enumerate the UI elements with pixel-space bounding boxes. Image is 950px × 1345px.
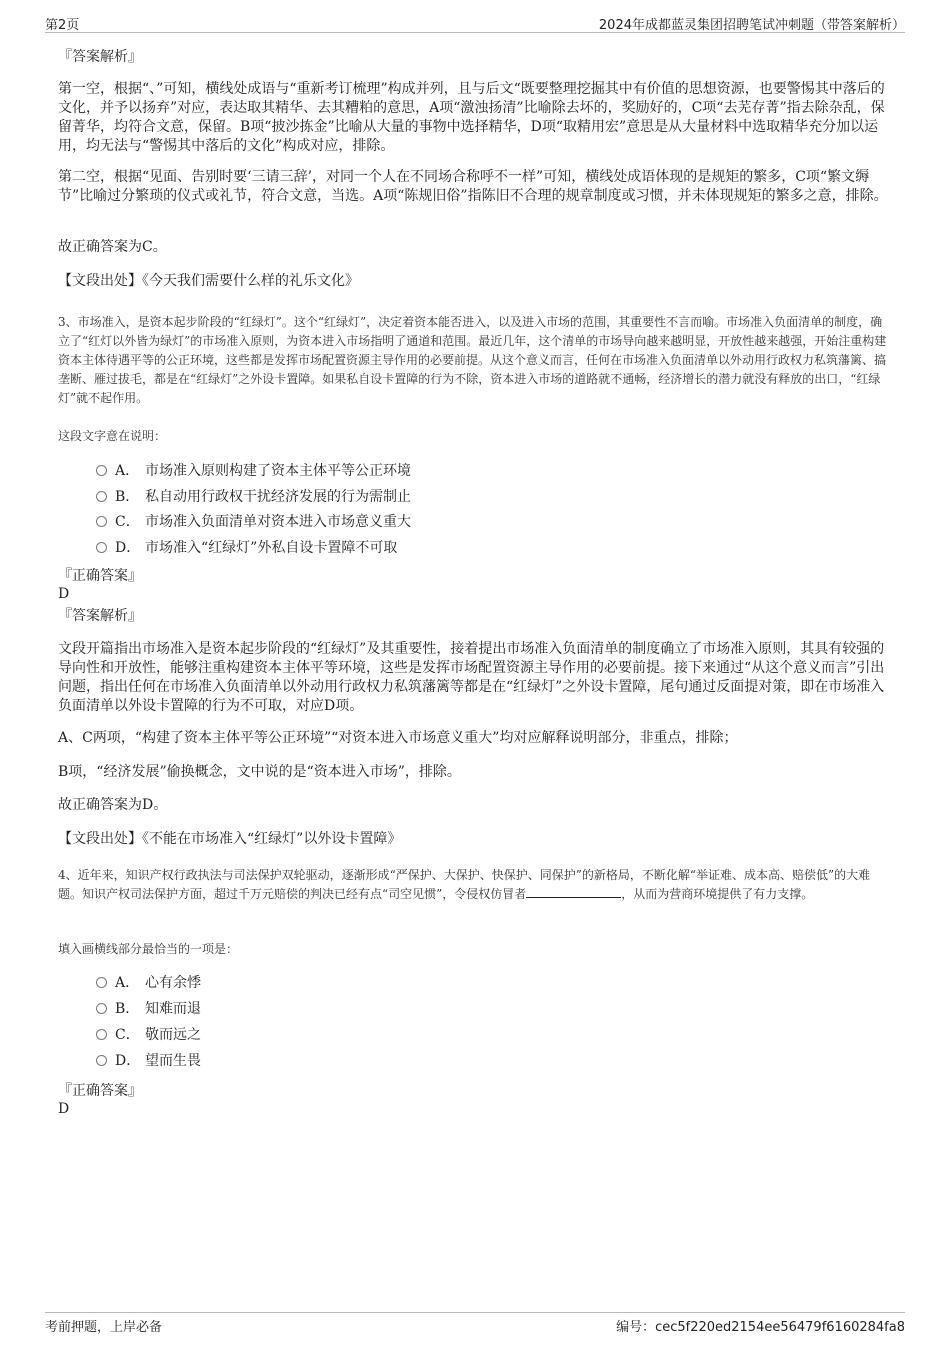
q3-analysis-para3: B项，“经济发展”偷换概念，文中说的是“资本进入市场”，排除。 [58,764,461,780]
radio-icon[interactable] [96,1029,107,1040]
radio-icon[interactable] [96,977,107,988]
radio-icon[interactable] [96,465,107,476]
q3-option-a[interactable]: A． 市场准入原则构建了资本主体平等公正环境 [96,462,411,481]
q2-analysis-para1: 第一空，根据“、”可知，横线处成语与“重新考订梳理”构成并列，且与后文“既要整理挖掘其中有价值的思想资源，也要警惕其中落后的文化，并予以扬弃”对应，表达取其精华、去其糟粕的意思，A项“激浊扬清”比喻除去坏的，奖励好的，C项“去芜存菁”指去除杂乱，保留菁华，均符合文意，保留。B项“披沙拣金”比喻从大量的事物中选择精华，D项“取精用宏”意思是从大量材料中选取精华充分加以运用，均无法与“警惕其中落后的文化”构成对应，排除。 [58,81,885,154]
page-footer [45,1312,905,1333]
radio-icon[interactable] [96,542,107,553]
radio-icon[interactable] [96,491,107,502]
q4-answer-label: 『正确答案』 [58,1083,142,1099]
q4-option-b[interactable]: B． 知难而退 [96,1000,201,1019]
q3-answer-label: 『正确答案』 [58,568,142,584]
q2-source: 【文段出处】《今天我们需要什么样的礼乐文化》 [58,273,359,289]
q4-option-d[interactable]: D． 望而生畏 [96,1052,201,1071]
q3-option-c[interactable]: C． 市场准入负面清单对资本进入市场意义重大 [96,513,411,532]
fill-blank [526,885,621,898]
q4-stem: 4、近年来，知识产权行政执法与司法保护双轮驱动，逐渐形成“严保护、大保护、快保护、同保护”的新格局，不断化解“举证难、成本高、赔偿低”的大难题。知识产权司法保护方面，超过千万元赔偿的判决已经有点“司空见惯”，令侵权仿冒者 ，从而为营商环境提供了有力支撑。 [58,868,871,901]
q3-stem: 3、市场准入，是资本起步阶段的“红绿灯”。这个“红绿灯”，决定着资本能否进入，以及进入市场的范围，其重要性不言而喻。市场准入负面清单的制度，确立了“红灯以外皆为绿灯”的市场准入原则，为资本进入市场指明了通道和范围。最近几年，这个清单的市场导向越来越明显，开放性越来越强，开始注重构建资本主体待遇平等的公正环境，这些都是发挥市场配置资源主导作用的必要前提。从这个意义而言，任何在市场准入负面清单以外动用行政权力私筑藩篱、搞垄断、雁过拔毛，都是在“红绿灯”之外设卡置障。如果私自设卡置障的行为不除，资本进入市场的道路就不通畅，经济增长的潜力就没有释放的出口，“红绿灯”就不起作用。 [58,315,887,405]
page-number: 第2页 [45,18,80,33]
q2-analysis-para3: 故正确答案为C。 [58,239,167,255]
q3-question: 这段文字意在说明： [58,429,167,443]
document-code: 编号：cec5f220ed2154ee56479f6160284fa8 [616,1320,905,1335]
q3-option-b[interactable]: B． 私自动用行政权干扰经济发展的行为需制止 [96,488,411,507]
q3-analysis-para1: 文段开篇指出市场准入是资本起步阶段的“红绿灯”及其重要性，接着提出市场准入负面清单的制度确立了市场准入原则，其具有较强的导向性和开放性，能够注重构建资本主体平等环境，这些是发挥市场配置资源主导作用的必要前提。接下来通过“从这个意义而言”引出问题，指出任何在市场准入负面清单以外动用行政权力私筑藩篱等都是在“红绿灯”之外设卡置障，尾句通过反面提对策，即在市场准入负面清单以外设卡置障的行为不可取，对应D项。 [58,641,885,714]
radio-icon[interactable] [96,1055,107,1066]
q4-option-c[interactable]: C． 敬而远之 [96,1026,201,1045]
radio-icon[interactable] [96,1003,107,1014]
q3-analysis-para2: A、C两项，“构建了资本主体平等公正环境”“对资本进入市场意义重大”均对应解释说明部分，非重点，排除； [58,730,738,746]
q3-analysis-label: 『答案解析』 [58,608,142,624]
q4-option-a[interactable]: A． 心有余悸 [96,974,201,993]
document-title: 2024年成都蓝灵集团招聘笔试冲刺题（带答案解析） [598,18,905,33]
q4-answer: D [58,1101,70,1117]
footer-slogan: 考前押题，上岸必备 [45,1320,163,1335]
q2-analysis-label: 『答案解析』 [58,49,142,65]
q3-analysis-para4: 故正确答案为D。 [58,797,168,813]
q4-question: 填入画横线部分最恰当的一项是： [58,942,239,956]
page-header [45,12,905,33]
q3-answer: D [58,586,70,602]
q2-analysis-para2: 第二空，根据“见面、告别时要‘三请三辞’，对同一个人在不同场合称呼不一样”可知，横线处成语体现的是规矩的繁多，C项“繁文缛节”比喻过分繁琐的仪式或礼节，符合文意，当选。A项“陈规旧俗”指陈旧不合理的规章制度或习惯，并未体现规矩的繁多之意，排除。 [58,169,888,204]
q3-source: 【文段出处】《不能在市场准入“红绿灯”以外设卡置障》 [58,831,402,847]
radio-icon[interactable] [96,516,107,527]
q3-option-d[interactable]: D． 市场准入“红绿灯”外私自设卡置障不可取 [96,539,397,558]
